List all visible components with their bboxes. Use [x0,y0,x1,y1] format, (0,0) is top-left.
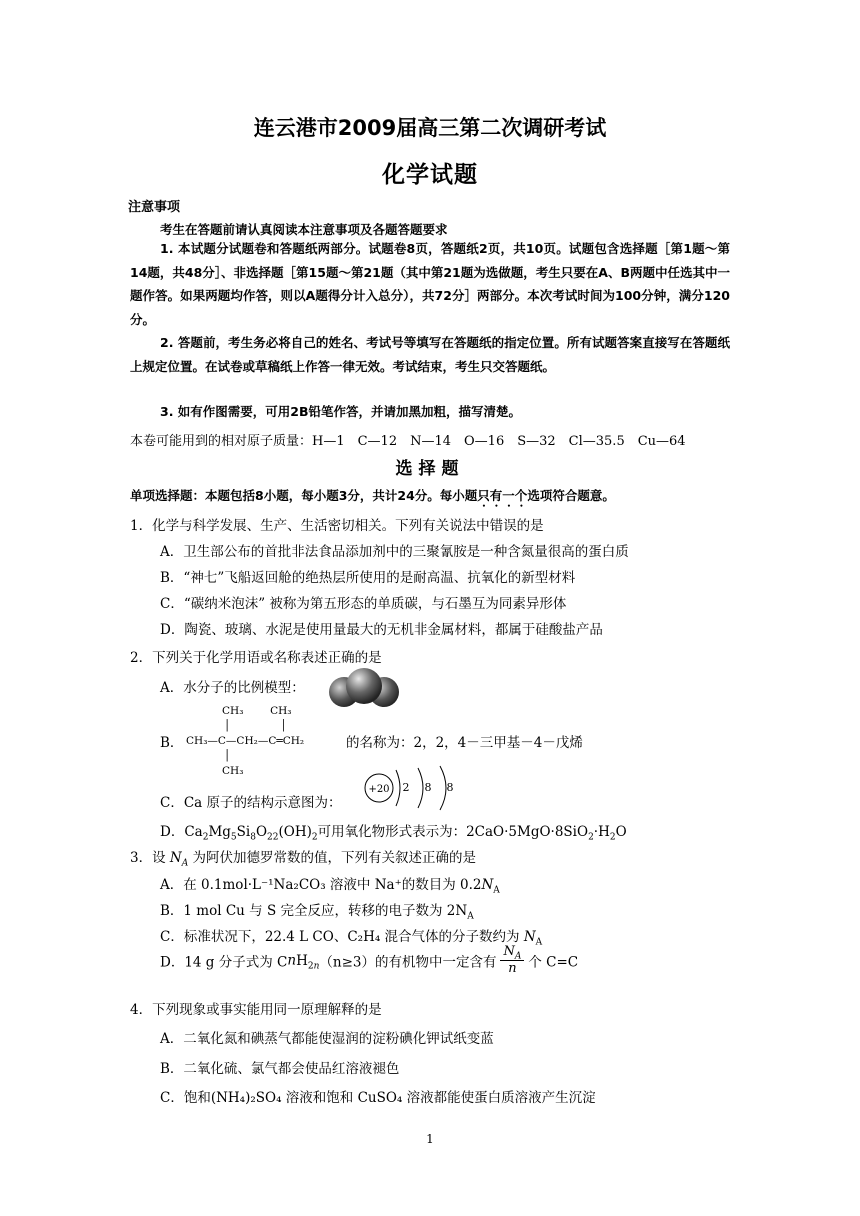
q2-structural-formula: CH₃ CH₃ │ │ CH₃—C—CH₂—C═CH₂ │ CH₃ [186,705,305,777]
q3-option-c: C．标准状况下，22.4 L CO、C₂H₄ 混合气体的分子数约为 $N_A$ [160,929,543,948]
struct-main: CH₃—C—CH₂—C═CH₂ [186,735,305,747]
shell-3-count: 8 [446,781,454,794]
ca-atom-structure-diagram [362,764,462,814]
q1-stem: 1．化学与科学发展、生产、生活密切相关。下列有关说法中错误的是 [130,518,544,534]
q2-option-a: A．水分子的比例模型： [160,680,305,696]
instructions-text-a: 单项选择题：本题包括8小题，每小题3分，共计24分。每小题 [130,488,478,503]
struct-top: CH₃ CH₃ [222,705,292,717]
q2-option-b-label: B． [160,735,184,751]
q2-stem: 2．下列关于化学用语或名称表述正确的是 [130,650,382,666]
section-instructions [130,486,740,510]
exam-title: 连云港市2009届高三第二次调研考试 [253,116,607,140]
notes-heading: 注意事项 [128,200,181,215]
q3-stem: 3．设 $N_A$ 为阿伏加德罗常数的值，下列有关叙述正确的是 [130,850,476,869]
shell-2-count: 8 [424,781,432,794]
nucleus-charge: +20 [368,784,390,795]
q2-option-b-text: 的名称为：2，2，4－三甲基－4－戊烯 [346,735,583,751]
struct-bottom: CH₃ [222,765,244,777]
shell-1-count: 2 [402,781,410,794]
q3-option-a: A．在 0.1mol·L⁻¹Na₂CO₃ 溶液中 Na⁺的数目为 $0.2N_A$ [160,877,500,896]
q2-option-d: D．$Ca_2Mg_5Si_8O_{22}(OH)_2$可用氧化物形式表示为：$2CaO\cdot 5MgO\cdot 8SiO_2\cdot H_2O$ [160,824,627,843]
notes-subheading: 考生在答题前请认真阅读本注意事项及各题答题要求 [160,222,448,237]
page-number: 1 [426,1132,434,1146]
notes-paragraph-2: 2. 答题前，考生务必将自己的姓名、考试号等填写在答题纸的指定位置。所有试题答案直接写在答题纸上规定位置。在试卷或草稿纸上作答一律无效。考试结束，考生只交答题纸。 [130,335,730,374]
q3-option-d: D．14 g 分子式为 CnH$_{2n}$（n≥3）的有机物中一定含有 $\frac{N_A}{n}$ 个 C=C [160,944,579,976]
water-molecule-model [324,664,404,712]
q1-option-a: A．卫生部公布的首批非法食品添加剂中的三聚氰胺是一种含氮量很高的蛋白质 [160,544,629,560]
notes-paragraph-1: 1. 本试题分试题卷和答题纸两部分。试题卷8页，答题纸2页，共10页。试题包含选择题［第1题～第14题，共48分］、非选择题［第15题～第21题（其中第21题为选做题，考生只要在A、B两题中任选其中一题作答。如果两题均作答，则以A题得分计入总分），共72分］两部分。本次考试时间为100分钟，满分120分。 [130,241,730,327]
q4-option-b: B．二氧化硫、氯气都会使品红溶液褪色 [160,1061,400,1077]
instructions-text-b: 选项符合题意。 [527,488,615,503]
q2-option-c: C．Ca 原子的结构示意图为： [160,795,342,811]
exam-subtitle: 化学试题 [382,162,478,188]
q1-option-d: D．陶瓷、玻璃、水泥是使用量最大的无机非金属材料，都属于硅酸盐产品 [160,622,603,638]
q4-option-a: A．二氧化氮和碘蒸气都能使湿润的淀粉碘化钾试纸变蓝 [160,1031,494,1047]
q3-option-b: B．1 mol Cu 与 S 完全反应，转移的电子数为 $2N_A$ [160,903,474,922]
q4-stem: 4．下列现象或事实能用同一原理解释的是 [130,1002,382,1018]
q4-option-c: C．饱和(NH₄)₂SO₄ 溶液和饱和 CuSO₄ 溶液都能使蛋白质溶液产生沉淀 [160,1090,596,1106]
section-title: 选择题 [395,459,465,479]
q1-option-b: B．“神七”飞船返回舱的绝热层所使用的是耐高温、抗氧化的新型材料 [160,570,576,586]
atomic-masses-line: 本卷可能用到的相对原子质量：H—1 C—12 N—14 O—16 S—32 Cl—35.5 Cu—64 [130,434,686,449]
notes-paragraph-3: 3. 如有作图需要，可用2B铅笔作答，并请加黑加粗，描写清楚。 [160,404,522,419]
q3-fraction: $\frac{N_A}{n}$ [500,944,524,977]
q1-option-c: C．“碳纳米泡沫” 被称为第五形态的单质碳，与石墨互为同素异形体 [160,596,567,612]
instructions-emphasis: 只有一个 [477,488,528,503]
